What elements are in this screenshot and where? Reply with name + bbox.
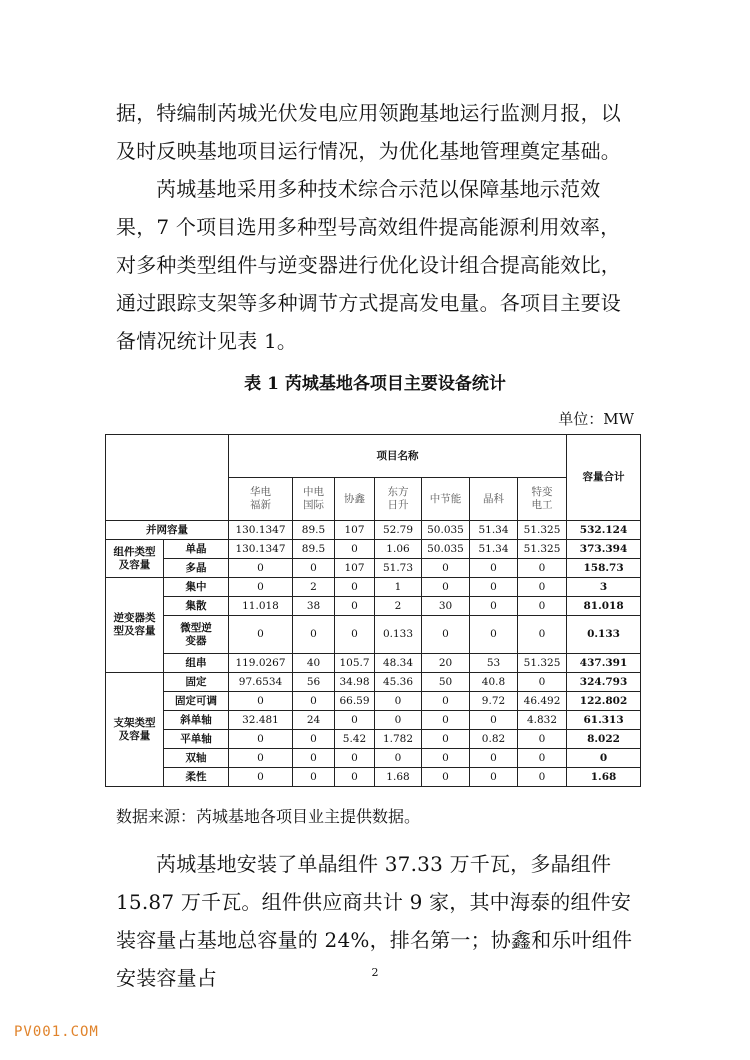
project-header-6: 特变 电工 bbox=[518, 478, 567, 521]
table-row bbox=[106, 768, 641, 787]
value-cell: 9.72 bbox=[470, 692, 518, 711]
row-label: 并网容量 bbox=[106, 521, 229, 540]
value-cell: 0 bbox=[470, 616, 518, 654]
value-cell: 4.832 bbox=[518, 711, 567, 730]
table-row bbox=[106, 540, 641, 559]
value-cell: 0 bbox=[293, 730, 335, 749]
value-cell: 0 bbox=[335, 540, 375, 559]
table-unit: 单位：MW bbox=[558, 410, 634, 428]
equipment-paragraph: 芮城基地采用多种技术综合示范以保障基地示范效果，7 个项目选用多种型号高效组件提高能源利用效率，对多种类型组件与逆变器进行优化设计组合提高能效比，通过跟踪支架等多种调节方式提高发电量。各项目主要设备情况统计见表 1。 bbox=[116, 177, 621, 353]
value-cell: 52.79 bbox=[375, 521, 422, 540]
value-cell: 50 bbox=[422, 673, 470, 692]
value-cell: 0 bbox=[335, 597, 375, 616]
value-cell: 0 bbox=[422, 730, 470, 749]
value-cell: 0.82 bbox=[470, 730, 518, 749]
table-row bbox=[106, 559, 641, 578]
table-row bbox=[106, 673, 641, 692]
value-cell: 51.325 bbox=[518, 540, 567, 559]
total-cell: 0.133 bbox=[567, 616, 641, 654]
value-cell: 50.035 bbox=[422, 540, 470, 559]
value-cell: 0 bbox=[335, 711, 375, 730]
value-cell: 1.06 bbox=[375, 540, 422, 559]
project-header-0: 华电 福新 bbox=[229, 478, 293, 521]
row-label: 固定 bbox=[164, 673, 229, 692]
total-cell: 122.802 bbox=[567, 692, 641, 711]
value-cell: 51.325 bbox=[518, 654, 567, 673]
value-cell: 0 bbox=[422, 559, 470, 578]
value-cell: 51.73 bbox=[375, 559, 422, 578]
value-cell: 53 bbox=[470, 654, 518, 673]
value-cell: 0 bbox=[293, 692, 335, 711]
value-cell: 0 bbox=[422, 692, 470, 711]
group-label: 逆变器类 型及容量 bbox=[106, 578, 164, 673]
value-cell: 0 bbox=[470, 711, 518, 730]
value-cell: 56 bbox=[293, 673, 335, 692]
value-cell: 107 bbox=[335, 521, 375, 540]
value-cell: 97.6534 bbox=[229, 673, 293, 692]
row-label: 集散 bbox=[164, 597, 229, 616]
project-header-4: 中节能 bbox=[422, 478, 470, 521]
value-cell: 0 bbox=[518, 730, 567, 749]
value-cell: 0 bbox=[518, 616, 567, 654]
row-label: 组串 bbox=[164, 654, 229, 673]
value-cell: 0 bbox=[375, 692, 422, 711]
value-cell: 38 bbox=[293, 597, 335, 616]
value-cell: 0 bbox=[518, 559, 567, 578]
value-cell: 51.34 bbox=[470, 521, 518, 540]
value-cell: 107 bbox=[335, 559, 375, 578]
value-cell: 0 bbox=[229, 578, 293, 597]
value-cell: 0 bbox=[518, 597, 567, 616]
value-cell: 30 bbox=[422, 597, 470, 616]
total-cell: 0 bbox=[567, 749, 641, 768]
value-cell: 89.5 bbox=[293, 540, 335, 559]
group-label: 组件类型 及容量 bbox=[106, 540, 164, 578]
row-label: 柔性 bbox=[164, 768, 229, 787]
value-cell: 20 bbox=[422, 654, 470, 673]
total-cell: 61.313 bbox=[567, 711, 641, 730]
data-source-note: 数据来源：芮城基地各项目业主提供数据。 bbox=[116, 807, 421, 826]
value-cell: 130.1347 bbox=[229, 540, 293, 559]
project-header-5: 晶科 bbox=[470, 478, 518, 521]
value-cell: 40 bbox=[293, 654, 335, 673]
value-cell: 0 bbox=[335, 768, 375, 787]
table-caption: 表 1 芮城基地各项目主要设备统计 bbox=[244, 374, 506, 394]
row-label: 平单轴 bbox=[164, 730, 229, 749]
value-cell: 0 bbox=[422, 616, 470, 654]
value-cell: 130.1347 bbox=[229, 521, 293, 540]
value-cell: 0 bbox=[229, 768, 293, 787]
value-cell: 0 bbox=[293, 749, 335, 768]
value-cell: 50.035 bbox=[422, 521, 470, 540]
project-header-2: 协鑫 bbox=[335, 478, 375, 521]
value-cell: 0 bbox=[375, 711, 422, 730]
row-label: 单晶 bbox=[164, 540, 229, 559]
row-label: 多晶 bbox=[164, 559, 229, 578]
value-cell: 11.018 bbox=[229, 597, 293, 616]
project-header-3: 东方 日升 bbox=[375, 478, 422, 521]
table-corner-cell bbox=[106, 435, 229, 521]
total-cell: 532.124 bbox=[567, 521, 641, 540]
total-cell: 1.68 bbox=[567, 768, 641, 787]
equipment-table bbox=[105, 434, 641, 787]
table-row bbox=[106, 578, 641, 597]
total-cell: 158.73 bbox=[567, 559, 641, 578]
row-label: 集中 bbox=[164, 578, 229, 597]
value-cell: 0 bbox=[375, 749, 422, 768]
value-cell: 0 bbox=[229, 749, 293, 768]
page-number: 2 bbox=[371, 966, 379, 979]
value-cell: 45.36 bbox=[375, 673, 422, 692]
value-cell: 0 bbox=[422, 749, 470, 768]
row-label: 双轴 bbox=[164, 749, 229, 768]
value-cell: 0 bbox=[470, 597, 518, 616]
intro-paragraph: 据，特编制芮城光伏发电应用领跑基地运行监测月报，以及时反映基地项目运行情况，为优化基地管理奠定基础。 bbox=[116, 101, 621, 163]
value-cell: 0 bbox=[229, 692, 293, 711]
value-cell: 0 bbox=[518, 578, 567, 597]
value-cell: 0 bbox=[293, 768, 335, 787]
value-cell: 0 bbox=[470, 768, 518, 787]
value-cell: 0 bbox=[293, 616, 335, 654]
value-cell: 0 bbox=[422, 578, 470, 597]
table-row bbox=[106, 597, 641, 616]
value-cell: 48.34 bbox=[375, 654, 422, 673]
total-capacity-header: 容量合计 bbox=[567, 435, 641, 521]
value-cell: 105.7 bbox=[335, 654, 375, 673]
total-cell: 437.391 bbox=[567, 654, 641, 673]
value-cell: 0 bbox=[335, 749, 375, 768]
table-row bbox=[106, 616, 641, 654]
value-cell: 0.133 bbox=[375, 616, 422, 654]
row-label: 微型逆 变器 bbox=[164, 616, 229, 654]
value-cell: 2 bbox=[293, 578, 335, 597]
value-cell: 0 bbox=[422, 711, 470, 730]
value-cell: 46.492 bbox=[518, 692, 567, 711]
total-cell: 81.018 bbox=[567, 597, 641, 616]
value-cell: 0 bbox=[470, 559, 518, 578]
value-cell: 0 bbox=[470, 749, 518, 768]
value-cell: 0 bbox=[470, 578, 518, 597]
value-cell: 2 bbox=[375, 597, 422, 616]
summary-paragraph: 芮城基地安装了单晶组件 37.33 万千瓦，多晶组件 15.87 万千瓦。组件供应商共计 9 家，其中海泰的组件安装容量占基地总容量的 24%，排名第一；协鑫和乐叶组件安装容量占 bbox=[116, 852, 633, 990]
value-cell: 89.5 bbox=[293, 521, 335, 540]
value-cell: 66.59 bbox=[335, 692, 375, 711]
value-cell: 0 bbox=[518, 673, 567, 692]
value-cell: 24 bbox=[293, 711, 335, 730]
table-row bbox=[106, 730, 641, 749]
value-cell: 0 bbox=[229, 559, 293, 578]
watermark: PV001.COM bbox=[14, 1024, 99, 1040]
value-cell: 40.8 bbox=[470, 673, 518, 692]
group-label: 支架类型 及容量 bbox=[106, 673, 164, 787]
value-cell: 5.42 bbox=[335, 730, 375, 749]
value-cell: 0 bbox=[422, 768, 470, 787]
value-cell: 0 bbox=[518, 749, 567, 768]
project-header-1: 中电 国际 bbox=[293, 478, 335, 521]
row-label: 固定可调 bbox=[164, 692, 229, 711]
total-cell: 8.022 bbox=[567, 730, 641, 749]
table-row bbox=[106, 692, 641, 711]
value-cell: 51.325 bbox=[518, 521, 567, 540]
value-cell: 1.782 bbox=[375, 730, 422, 749]
value-cell: 0 bbox=[518, 768, 567, 787]
value-cell: 0 bbox=[335, 616, 375, 654]
value-cell: 1.68 bbox=[375, 768, 422, 787]
value-cell: 51.34 bbox=[470, 540, 518, 559]
table-row bbox=[106, 711, 641, 730]
value-cell: 119.0267 bbox=[229, 654, 293, 673]
value-cell: 32.481 bbox=[229, 711, 293, 730]
table-row bbox=[106, 749, 641, 768]
value-cell: 34.98 bbox=[335, 673, 375, 692]
project-name-header: 项目名称 bbox=[229, 435, 567, 478]
value-cell: 0 bbox=[335, 578, 375, 597]
total-cell: 373.394 bbox=[567, 540, 641, 559]
total-cell: 3 bbox=[567, 578, 641, 597]
table-row bbox=[106, 654, 641, 673]
row-label: 斜单轴 bbox=[164, 711, 229, 730]
table-row bbox=[106, 521, 641, 540]
value-cell: 0 bbox=[229, 616, 293, 654]
value-cell: 1 bbox=[375, 578, 422, 597]
total-cell: 324.793 bbox=[567, 673, 641, 692]
value-cell: 0 bbox=[229, 730, 293, 749]
value-cell: 0 bbox=[293, 559, 335, 578]
